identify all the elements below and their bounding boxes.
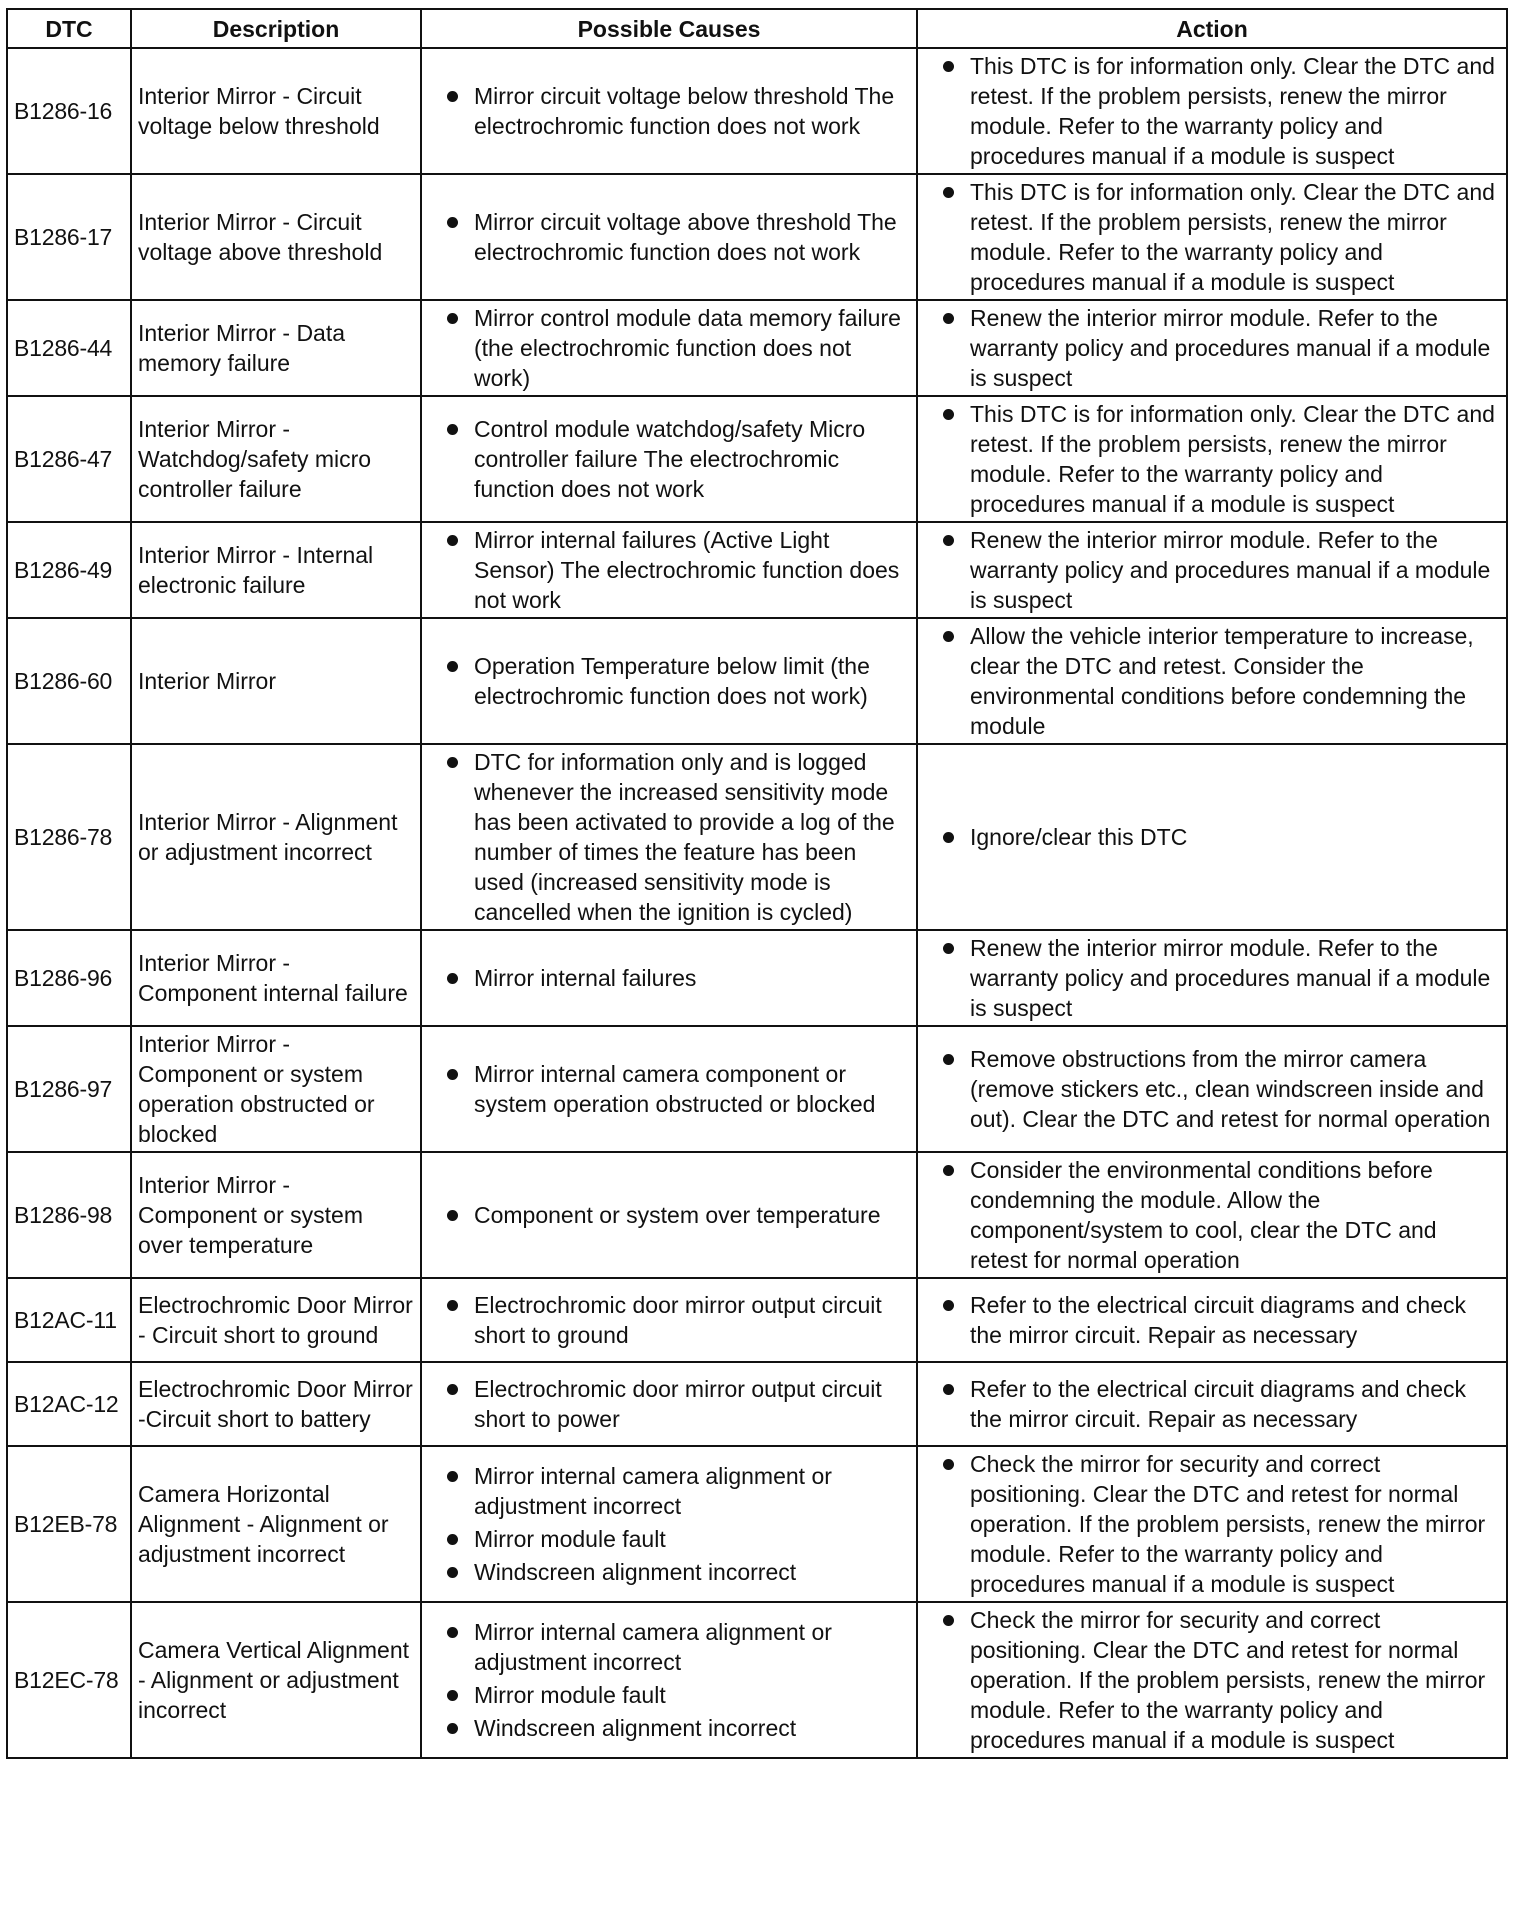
cause-item: Windscreen alignment incorrect [428,1557,910,1587]
table-row [7,744,1507,930]
action-cell [917,174,1507,300]
causes-list [428,1617,910,1743]
causes-list [428,1374,910,1434]
dtc-description: Interior Mirror - Circuit voltage below threshold [131,48,421,174]
action-item: Check the mirror for security and correct positioning. Clear the DTC and retest for normal operation. If the problem persists, renew the mirror module. Refer to the warranty policy and procedures manual if a module is suspect [924,1449,1500,1599]
dtc-code: B1286-49 [7,522,131,618]
cause-item: Mirror circuit voltage above threshold The electrochromic function does not work [428,207,910,267]
dtc-code: B1286-60 [7,618,131,744]
possible-causes-cell [421,1362,917,1446]
action-cell [917,1026,1507,1152]
actions-list [924,1044,1500,1134]
actions-list [924,1155,1500,1275]
dtc-description: Electrochromic Door Mirror - Circuit short to ground [131,1278,421,1362]
causes-list [428,963,910,993]
actions-list [924,822,1500,852]
cause-item: Mirror circuit voltage below threshold The electrochromic function does not work [428,81,910,141]
actions-list [924,1605,1500,1755]
actions-list [924,399,1500,519]
causes-list [428,747,910,927]
action-cell [917,1602,1507,1758]
actions-list [924,621,1500,741]
actions-list [924,1290,1500,1350]
table-row [7,930,1507,1026]
cause-item: Mirror internal failures (Active Light Sensor) The electrochromic function does not work [428,525,910,615]
causes-list [428,207,910,267]
table-row [7,1602,1507,1758]
dtc-code: B12EC-78 [7,1602,131,1758]
cause-item: Component or system over temperature [428,1200,910,1230]
cause-item: Mirror module fault [428,1680,910,1710]
causes-list [428,1461,910,1587]
causes-list [428,1290,910,1350]
action-item: Renew the interior mirror module. Refer to the warranty policy and procedures manual if a module is suspect [924,303,1500,393]
possible-causes-cell [421,930,917,1026]
dtc-code: B1286-17 [7,174,131,300]
dtc-table [6,8,1508,1759]
causes-list [428,525,910,615]
dtc-description: Interior Mirror [131,618,421,744]
cause-item: Mirror internal camera component or system operation obstructed or blocked [428,1059,910,1119]
action-item: This DTC is for information only. Clear the DTC and retest. If the problem persists, renew the mirror module. Refer to the warranty policy and procedures manual if a module is suspect [924,177,1500,297]
dtc-description: Interior Mirror - Component or system over temperature [131,1152,421,1278]
header-dtc: DTC [7,9,131,48]
cause-item: Windscreen alignment incorrect [428,1713,910,1743]
action-cell [917,1362,1507,1446]
cause-item: Mirror internal failures [428,963,910,993]
action-cell [917,930,1507,1026]
causes-list [428,414,910,504]
dtc-description: Camera Horizontal Alignment - Alignment or adjustment incorrect [131,1446,421,1602]
actions-list [924,51,1500,171]
actions-list [924,1449,1500,1599]
cause-item: Mirror module fault [428,1524,910,1554]
possible-causes-cell [421,1602,917,1758]
causes-list [428,81,910,141]
table-row [7,396,1507,522]
header-action: Action [917,9,1507,48]
action-cell [917,300,1507,396]
dtc-description: Camera Vertical Alignment - Alignment or adjustment incorrect [131,1602,421,1758]
actions-list [924,177,1500,297]
dtc-description: Interior Mirror - Component or system operation obstructed or blocked [131,1026,421,1152]
actions-list [924,933,1500,1023]
table-row [7,618,1507,744]
action-cell [917,1152,1507,1278]
action-item: Ignore/clear this DTC [924,822,1500,852]
possible-causes-cell [421,174,917,300]
dtc-description: Interior Mirror - Data memory failure [131,300,421,396]
possible-causes-cell [421,396,917,522]
dtc-code: B12AC-12 [7,1362,131,1446]
actions-list [924,303,1500,393]
cause-item: Mirror internal camera alignment or adjustment incorrect [428,1461,910,1521]
dtc-description: Interior Mirror - Component internal failure [131,930,421,1026]
action-cell [917,1278,1507,1362]
causes-list [428,651,910,711]
cause-item: Control module watchdog/safety Micro controller failure The electrochromic function does not work [428,414,910,504]
dtc-code: B1286-47 [7,396,131,522]
possible-causes-cell [421,1026,917,1152]
action-item: Check the mirror for security and correct positioning. Clear the DTC and retest for normal operation. If the problem persists, renew the mirror module. Refer to the warranty policy and procedures manual if a module is suspect [924,1605,1500,1755]
action-item: This DTC is for information only. Clear the DTC and retest. If the problem persists, renew the mirror module. Refer to the warranty policy and procedures manual if a module is suspect [924,51,1500,171]
dtc-code: B12EB-78 [7,1446,131,1602]
table-body [7,48,1507,1758]
action-item: Renew the interior mirror module. Refer to the warranty policy and procedures manual if a module is suspect [924,525,1500,615]
possible-causes-cell [421,618,917,744]
action-item: Renew the interior mirror module. Refer to the warranty policy and procedures manual if a module is suspect [924,933,1500,1023]
cause-item: Mirror control module data memory failure (the electrochromic function does not work) [428,303,910,393]
cause-item: Electrochromic door mirror output circuit short to power [428,1374,910,1434]
table-row [7,300,1507,396]
cause-item: Operation Temperature below limit (the electrochromic function does not work) [428,651,910,711]
actions-list [924,1374,1500,1434]
causes-list [428,1200,910,1230]
table-row [7,1026,1507,1152]
cause-item: Mirror internal camera alignment or adjustment incorrect [428,1617,910,1677]
dtc-description: Interior Mirror - Alignment or adjustment incorrect [131,744,421,930]
action-item: This DTC is for information only. Clear the DTC and retest. If the problem persists, renew the mirror module. Refer to the warranty policy and procedures manual if a module is suspect [924,399,1500,519]
action-item: Remove obstructions from the mirror camera (remove stickers etc., clean windscreen inside and out). Clear the DTC and retest for normal operation [924,1044,1500,1134]
dtc-description: Interior Mirror - Watchdog/safety micro controller failure [131,396,421,522]
causes-list [428,303,910,393]
dtc-code: B1286-97 [7,1026,131,1152]
dtc-description: Interior Mirror - Circuit voltage above threshold [131,174,421,300]
table-row [7,1278,1507,1362]
table-row [7,48,1507,174]
action-cell [917,618,1507,744]
table-row [7,1362,1507,1446]
dtc-code: B1286-98 [7,1152,131,1278]
action-cell [917,396,1507,522]
action-cell [917,522,1507,618]
action-item: Allow the vehicle interior temperature to increase, clear the DTC and retest. Consider the environmental conditions before condemning the module [924,621,1500,741]
actions-list [924,525,1500,615]
dtc-code: B1286-16 [7,48,131,174]
possible-causes-cell [421,48,917,174]
possible-causes-cell [421,744,917,930]
table-row [7,1446,1507,1602]
possible-causes-cell [421,300,917,396]
action-item: Consider the environmental conditions before condemning the module. Allow the component/system to cool, clear the DTC and retest for normal operation [924,1155,1500,1275]
table-row [7,1152,1507,1278]
dtc-code: B1286-78 [7,744,131,930]
causes-list [428,1059,910,1119]
table-header [7,9,1507,48]
action-cell [917,1446,1507,1602]
table-row [7,174,1507,300]
action-item: Refer to the electrical circuit diagrams and check the mirror circuit. Repair as necessary [924,1290,1500,1350]
dtc-description: Electrochromic Door Mirror -Circuit short to battery [131,1362,421,1446]
action-cell [917,48,1507,174]
header-possible-causes: Possible Causes [421,9,917,48]
action-item: Refer to the electrical circuit diagrams and check the mirror circuit. Repair as necessary [924,1374,1500,1434]
dtc-code: B12AC-11 [7,1278,131,1362]
dtc-description: Interior Mirror - Internal electronic failure [131,522,421,618]
table-row [7,522,1507,618]
header-description: Description [131,9,421,48]
dtc-code: B1286-96 [7,930,131,1026]
possible-causes-cell [421,1446,917,1602]
possible-causes-cell [421,1278,917,1362]
dtc-code: B1286-44 [7,300,131,396]
cause-item: DTC for information only and is logged whenever the increased sensitivity mode has been activated to provide a log of the number of times the feature has been used (increased sensitivity mode is cancelled when the ignition is cycled) [428,747,910,927]
cause-item: Electrochromic door mirror output circuit short to ground [428,1290,910,1350]
possible-causes-cell [421,1152,917,1278]
header-row [7,9,1507,48]
possible-causes-cell [421,522,917,618]
action-cell [917,744,1507,930]
